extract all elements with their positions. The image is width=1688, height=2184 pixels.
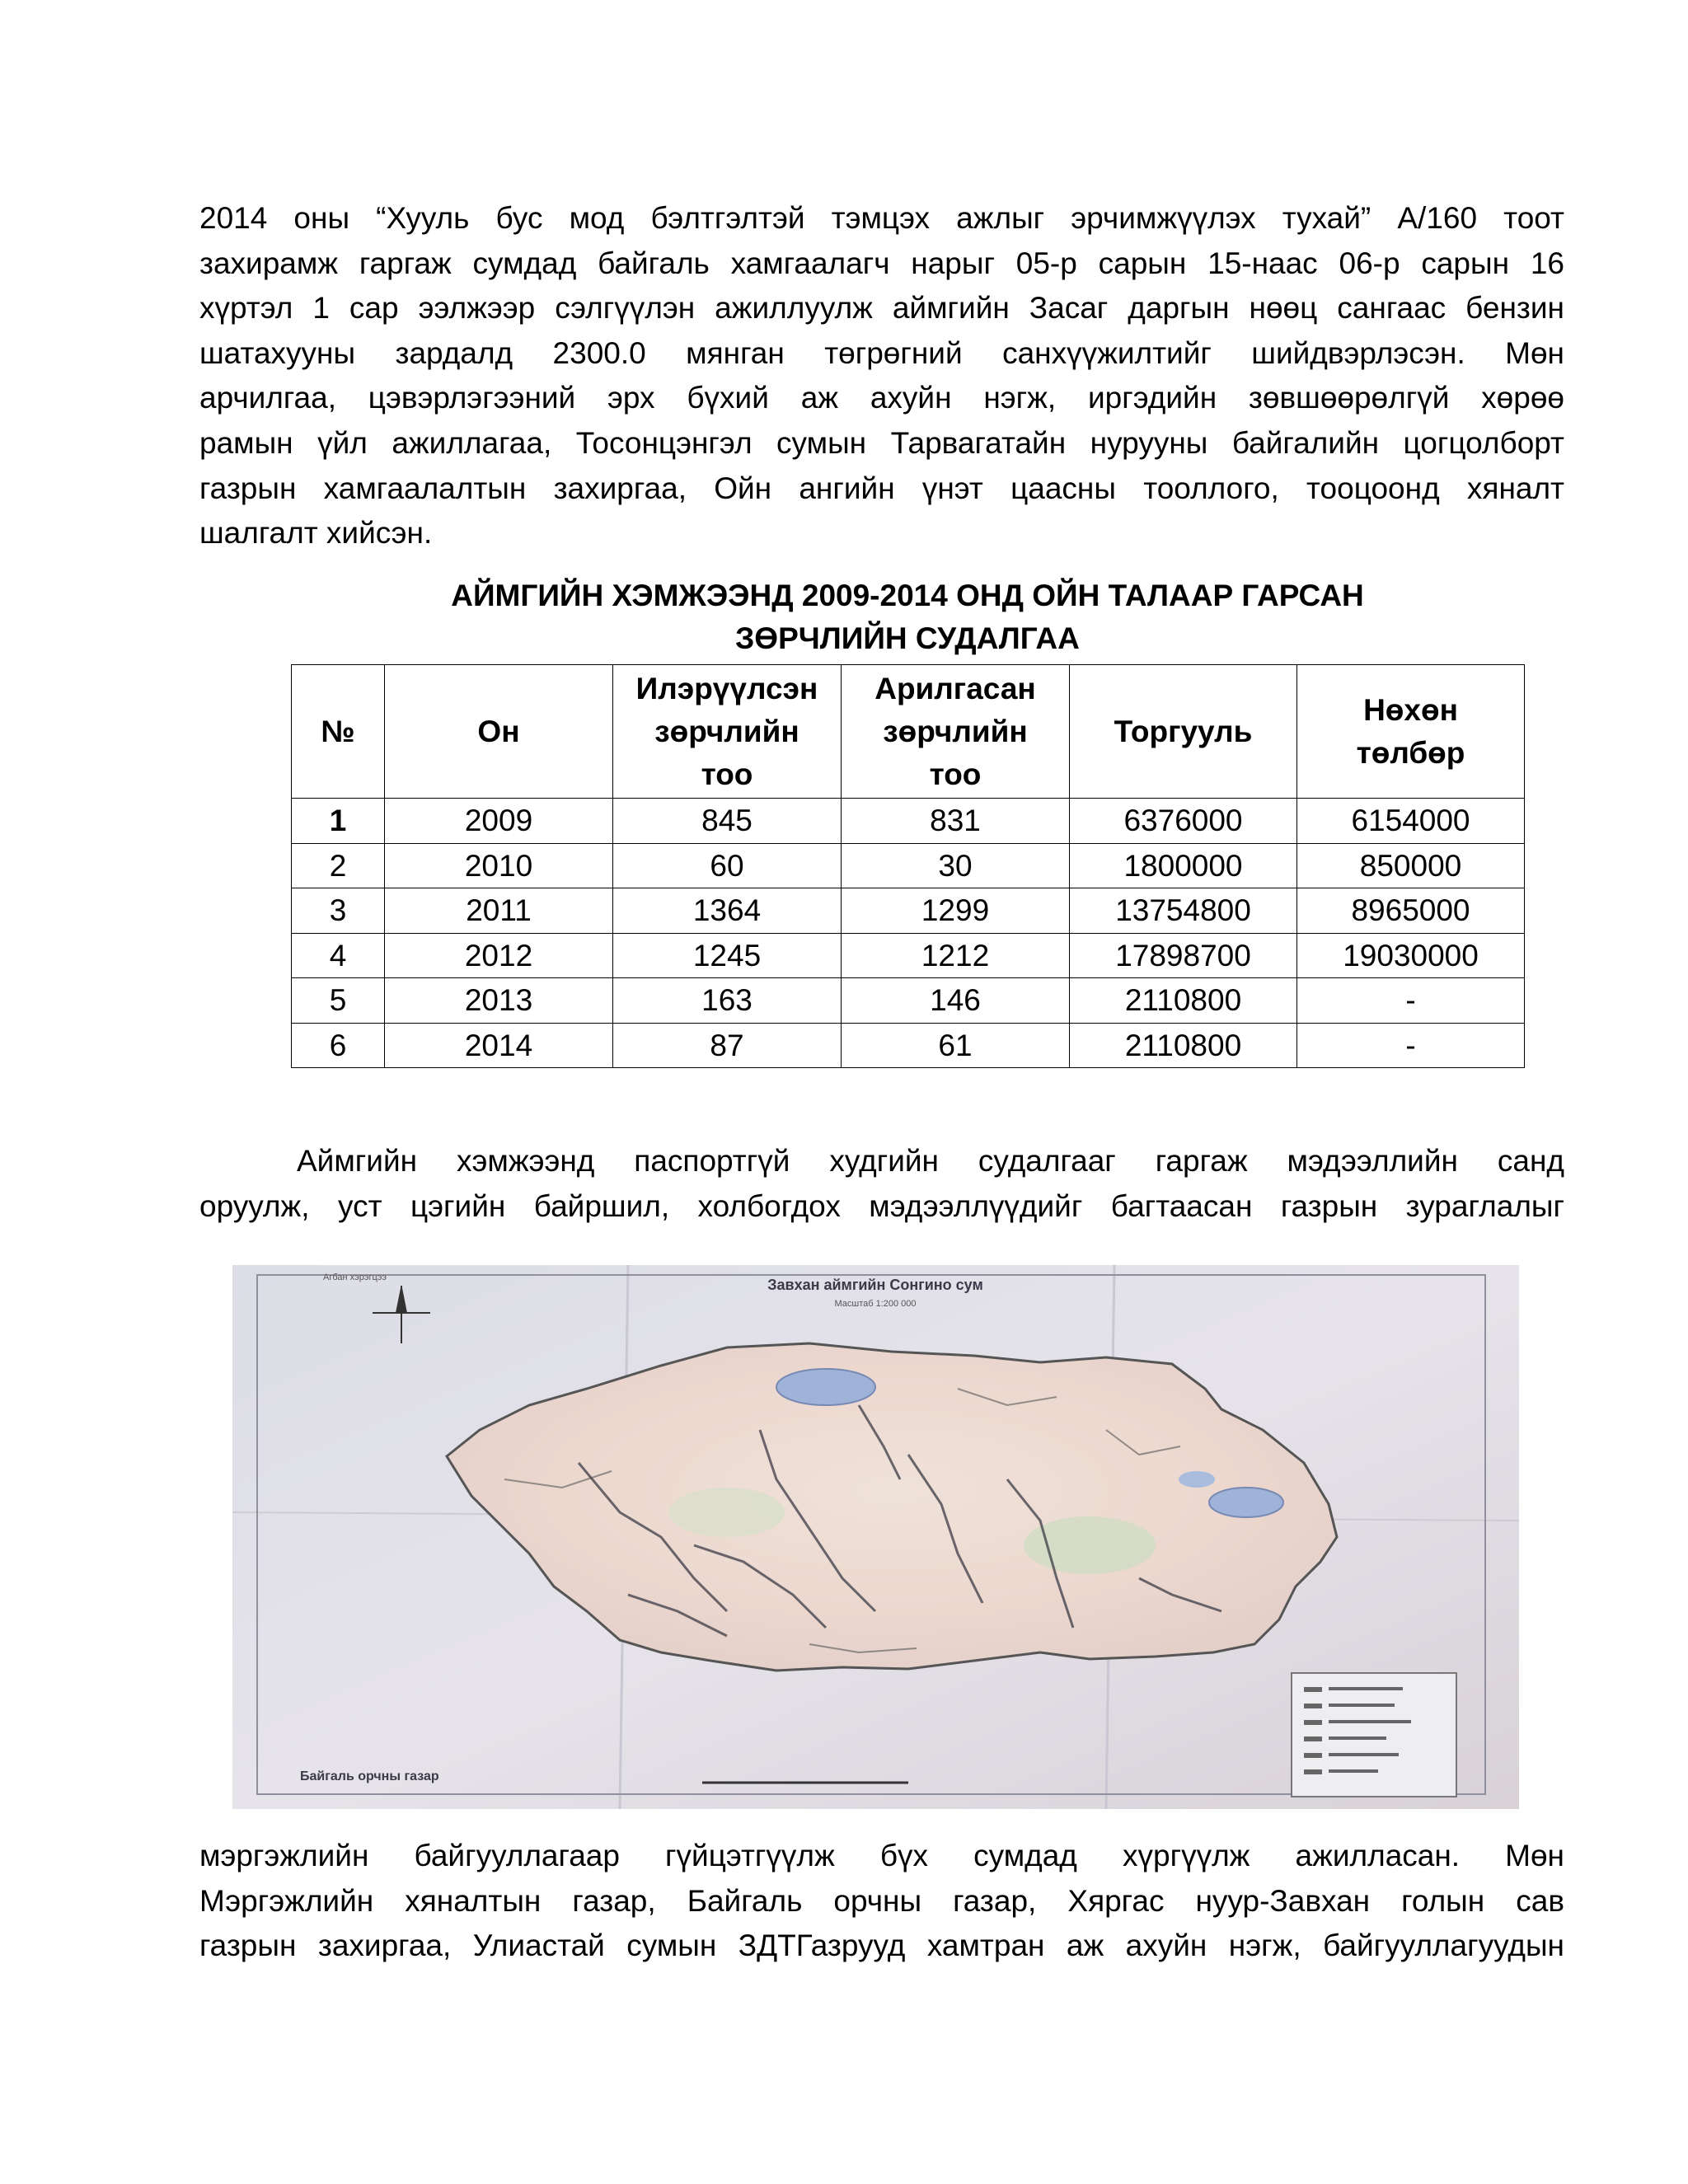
paragraph-3 [199,1834,1564,1969]
table-cell: 1364 [613,888,842,934]
table-row [292,933,1525,978]
header-text: зөрчлийн [883,714,1028,748]
table-cell: 1212 [842,933,1070,978]
table-cell: 5 [292,978,385,1024]
table-cell: - [1297,1023,1525,1068]
header-text: Арилгасан [874,671,1036,705]
table-cell: 17898700 [1070,933,1297,978]
table-cell: 2 [292,843,385,888]
table-cell: 850000 [1297,843,1525,888]
header-eliminated [842,665,1070,799]
table-cell: 163 [613,978,842,1024]
header-text: Нөхөн [1363,692,1458,727]
table-row [292,799,1525,844]
table-cell: 6 [292,1023,385,1068]
paragraph-2 [199,1139,1564,1229]
table-cell: 2110800 [1070,1023,1297,1068]
table-cell: 6376000 [1070,799,1297,844]
map-photo-drawing [232,1265,1519,1809]
header-fine: Торгууль [1070,665,1297,799]
table-cell: 6154000 [1297,799,1525,844]
header-no: № [292,665,385,799]
table-cell: 2014 [385,1023,613,1068]
header-compensation [1297,665,1525,799]
table-cell: 2011 [385,888,613,934]
header-text: тоо [701,757,753,791]
table-row [292,1023,1525,1068]
map-scale-label: Масштаб 1:200 000 [834,1299,917,1309]
table-cell: 2009 [385,799,613,844]
table-cell: 4 [292,933,385,978]
header-text: тоо [929,757,982,791]
violations-table [291,664,1525,1068]
header-detected [613,665,842,799]
paragraph-1 [199,196,1564,556]
table-cell: 2013 [385,978,613,1024]
paragraph-line: газрын захиргаа, Улиастай сумын ЗДТГазрууд хамтран аж ахуйн нэгж, байгууллагуудын [199,1929,1564,1963]
table-cell: 60 [613,843,842,888]
paragraph-line: оруулж, уст цэгийн байршил, холбогдох мэдээллүүдийг багтаасан газрын зураглалыг [199,1188,1564,1223]
map-photo [232,1265,1519,1809]
table-cell: 2012 [385,933,613,978]
table-title [292,574,1523,660]
table-cell: 1299 [842,888,1070,934]
map-corner-label: Агбан хэрэгцээ [323,1272,387,1282]
table-row [292,978,1525,1024]
table-cell: 1245 [613,933,842,978]
table-cell: 1 [292,799,385,844]
paragraph-line: шатахууны зардалд 2300.0 мянган төгрөгний санхүүжилтийг шийдвэрлэсэн. Мөн [199,335,1564,370]
table-cell: 19030000 [1297,933,1525,978]
table-row [292,843,1525,888]
paragraph-line: захирамж гаргаж сумдад байгаль хамгаалагч нарыг 05-р сарын 15-наас 06-р сарын 16 [199,246,1564,280]
table-cell: 8965000 [1297,888,1525,934]
table-header-row [292,665,1525,799]
table-cell: 3 [292,888,385,934]
table-title-line-2: ЗӨРЧЛИЙН СУДАЛГАА [735,621,1080,655]
table-cell: 2010 [385,843,613,888]
table-row [292,888,1525,934]
table-cell: 87 [613,1023,842,1068]
header-text: төлбөр [1356,735,1465,770]
paragraph-line: мэргэжлийн байгууллагаар гүйцэтгүүлж бүх сумдад хүргүүлж ажилласан. Мөн [199,1839,1564,1872]
paragraph-line: газрын хамгаалалтын захиргаа, Ойн ангийн үнэт цаасны тооллого, тооцоонд хяналт [199,471,1564,505]
table-cell: - [1297,978,1525,1024]
table-cell: 1800000 [1070,843,1297,888]
header-text: Илэрүүлсэн [635,671,818,705]
paragraph-line: рамын үйл ажиллагаа, Тосонцэнгэл сумын Тарвагатайн нурууны байгалийн цогцолборт [199,425,1564,460]
table-cell: 146 [842,978,1070,1024]
table-cell: 13754800 [1070,888,1297,934]
paragraph-line: арчилгаа, цэвэрлэгээний эрх бүхий аж ахуйн нэгж, иргэдийн зөвшөөрөлгүй хөрөө [199,381,1564,415]
header-text: зөрчлийн [654,714,799,748]
paragraph-line: Аймгийн хэмжээнд паспортгүй худгийн судалгааг гаргаж мэдээллийн санд [297,1144,1564,1178]
table-cell: 61 [842,1023,1070,1068]
map-title-label: Завхан аймгийн Сонгино сум [767,1277,983,1293]
paragraph-line: Мэргэжлийн хяналтын газар, Байгаль орчны газар, Хяргас нуур-Завхан голын сав [199,1883,1564,1918]
table-cell: 2110800 [1070,978,1297,1024]
map-footer-label: Байгаль орчны газар [300,1769,439,1783]
header-year: Он [385,665,613,799]
table-cell: 845 [613,799,842,844]
table-title-line-1: АЙМГИЙН ХЭМЖЭЭНД 2009-2014 ОНД ОЙН ТАЛААР ГАРСАН [451,579,1364,612]
paragraph-line: хүртэл 1 сар ээлжээр сэлгүүлэн ажиллуулж аймгийн Засаг даргын нөөц сангаас бензин [199,291,1564,326]
table-cell: 30 [842,843,1070,888]
paragraph-line: шалгалт хийсэн. [199,516,433,551]
paragraph-line: 2014 оны “Хууль бус мод бэлтгэлтэй тэмцэх ажлыг эрчимжүүлэх тухай” А/160 тоот [199,201,1564,235]
table-cell: 831 [842,799,1070,844]
